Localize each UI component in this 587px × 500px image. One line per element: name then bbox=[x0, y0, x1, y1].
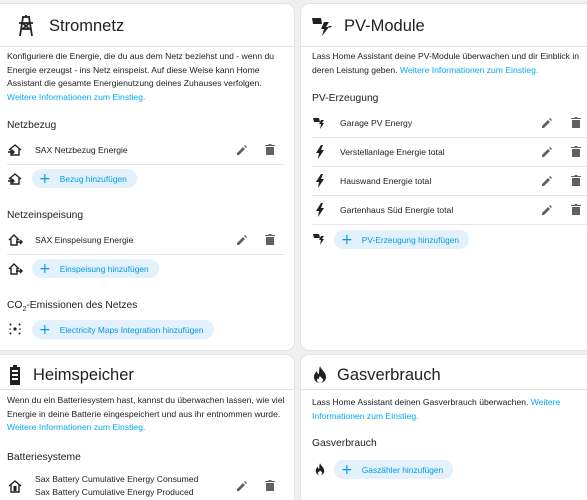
battery-card-title: Heimspeicher bbox=[33, 365, 134, 384]
gas-card-title: Gasverbrauch bbox=[337, 365, 441, 384]
solar-card-title: PV-Module bbox=[344, 16, 425, 35]
solar-item: Hauswand Energie total bbox=[340, 176, 432, 186]
divider bbox=[0, 46, 294, 47]
home-export-icon bbox=[7, 261, 23, 277]
solar-power-icon bbox=[312, 115, 328, 131]
home-import-icon bbox=[7, 142, 23, 158]
delete-trash-icon[interactable] bbox=[569, 174, 583, 188]
solar-power-icon bbox=[312, 231, 328, 247]
delete-trash-icon[interactable] bbox=[569, 145, 583, 159]
add-co2-integration-button[interactable]: + Electricity Maps Integration hinzufügen bbox=[32, 320, 214, 339]
row-divider bbox=[312, 137, 587, 138]
row-divider bbox=[312, 224, 587, 225]
battery-section-heading: Batteriesysteme bbox=[7, 452, 81, 463]
gas-section-heading: Gasverbrauch bbox=[312, 438, 377, 449]
solar-learn-more-link[interactable]: Weitere Informationen zum Einstieg. bbox=[399, 64, 539, 75]
grid-consumption-item: SAX Netzbezug Energie bbox=[35, 145, 128, 155]
battery-learn-more-link[interactable]: Weitere Informationen zum Einstieg. bbox=[7, 422, 146, 432]
battery-card-header bbox=[9, 363, 134, 387]
battery-icon bbox=[9, 363, 35, 387]
row-divider bbox=[312, 166, 587, 167]
add-solar-button[interactable]: + PV-Erzeugung hinzufügen bbox=[334, 230, 469, 249]
edit-pencil-icon[interactable] bbox=[540, 116, 554, 130]
delete-trash-icon[interactable] bbox=[569, 203, 583, 217]
divider bbox=[301, 389, 587, 390]
home-export-icon bbox=[7, 232, 23, 248]
grid-consumption-heading: Netzbezug bbox=[7, 120, 57, 131]
solar-card-header bbox=[311, 14, 425, 38]
grid-return-add-row bbox=[7, 258, 23, 280]
divider bbox=[301, 46, 587, 47]
gas-description: Lass Home Assistant deinen Gasverbrauch überwachen. Weitere Informationen zum Einstieg. bbox=[312, 397, 561, 421]
divider bbox=[0, 389, 294, 390]
fire-icon bbox=[313, 363, 339, 387]
edit-pencil-icon[interactable] bbox=[540, 174, 554, 188]
edit-pencil-icon[interactable] bbox=[235, 479, 249, 493]
transmission-tower-icon bbox=[16, 14, 42, 38]
solar-section-heading: PV-Erzeugung bbox=[312, 93, 379, 104]
grid-learn-more-link[interactable]: Weitere Informationen zum Einstieg. bbox=[7, 91, 146, 102]
solar-add-row bbox=[312, 228, 328, 250]
solar-row bbox=[312, 199, 453, 221]
solar-row bbox=[312, 170, 431, 192]
grid-consumption-add-row bbox=[7, 168, 23, 190]
solar-card bbox=[301, 4, 587, 350]
delete-trash-icon[interactable] bbox=[263, 233, 277, 247]
plus-icon: + bbox=[39, 321, 51, 338]
battery-item: Sax Battery Cumulative Energy Consumed Sax Battery Cumulative Energy Produced bbox=[35, 474, 199, 497]
home-battery-icon bbox=[7, 478, 23, 494]
flash-icon bbox=[312, 173, 328, 189]
delete-trash-icon[interactable] bbox=[569, 116, 583, 130]
plus-icon: + bbox=[341, 461, 353, 478]
solar-row bbox=[312, 112, 412, 134]
plus-icon: + bbox=[39, 170, 51, 187]
edit-pencil-icon[interactable] bbox=[235, 233, 249, 247]
solar-description: Lass Home Assistant deine PV-Module überwachen und dir Einblick in deren Leistung geben. Weitere Informationen zum Einstieg. bbox=[312, 51, 580, 75]
grid-co2-row bbox=[7, 318, 23, 340]
edit-pencil-icon[interactable] bbox=[235, 143, 249, 157]
delete-trash-icon[interactable] bbox=[263, 143, 277, 157]
grid-description: Konfiguriere die Energie, die du aus dem Netz beziehst und - wenn du Energie erzeugst - ins Netz einspeist. Auf diese Weise kann Home Assistant die gesamte Energienutzung deines Zuhauses verfolgen. Weitere Informationen zum Einstieg. bbox=[7, 51, 275, 102]
edit-pencil-icon[interactable] bbox=[540, 145, 554, 159]
molecule-co2-icon bbox=[7, 321, 23, 337]
solar-item: Gartenhaus Süd Energie total bbox=[340, 205, 454, 215]
grid-return-row bbox=[7, 229, 133, 251]
fire-icon bbox=[312, 461, 328, 477]
battery-row bbox=[7, 471, 198, 500]
grid-card bbox=[0, 4, 294, 350]
add-gas-button[interactable]: + Gaszähler hinzufügen bbox=[334, 460, 453, 479]
grid-consumption-row bbox=[7, 139, 128, 161]
home-import-icon bbox=[7, 171, 23, 187]
add-return-button[interactable]: + Einspeisung hinzufügen bbox=[32, 259, 159, 278]
row-divider bbox=[312, 195, 587, 196]
solar-row bbox=[312, 141, 445, 163]
plus-icon: + bbox=[341, 231, 353, 248]
flash-icon bbox=[312, 202, 328, 218]
gas-add-row bbox=[312, 458, 328, 480]
delete-trash-icon[interactable] bbox=[263, 479, 277, 493]
add-consumption-button[interactable]: + Bezug hinzufügen bbox=[32, 169, 137, 188]
solar-power-icon bbox=[311, 14, 337, 38]
gas-card bbox=[301, 355, 587, 500]
battery-card bbox=[0, 355, 294, 500]
grid-co2-heading: $CO_2$-Emissionen des Netzes bbox=[7, 300, 138, 314]
solar-item: Verstellanlage Energie total bbox=[340, 147, 445, 157]
battery-description: Wenn du ein Batteriesystem hast, kannst du überwachen lassen, wie viel Energie in deine Batterie eingespeichert und aus ihr entnommen wurde. Weitere Informationen zum Einstieg. bbox=[7, 395, 285, 432]
row-divider bbox=[7, 254, 285, 255]
solar-item: Garage PV Energy bbox=[340, 118, 413, 128]
row-divider bbox=[7, 164, 285, 165]
grid-card-title: Stromnetz bbox=[49, 16, 125, 35]
grid-return-heading: Netzeinspeisung bbox=[7, 210, 84, 221]
edit-pencil-icon[interactable] bbox=[540, 203, 554, 217]
gas-learn-more-link[interactable]: Weitere Informationen zum Einstieg. bbox=[312, 397, 561, 421]
flash-icon bbox=[312, 144, 328, 160]
gas-card-header bbox=[313, 363, 441, 387]
grid-card-header bbox=[16, 14, 124, 38]
plus-icon: + bbox=[39, 260, 51, 277]
grid-return-item: SAX Einspeisung Energie bbox=[35, 235, 134, 245]
